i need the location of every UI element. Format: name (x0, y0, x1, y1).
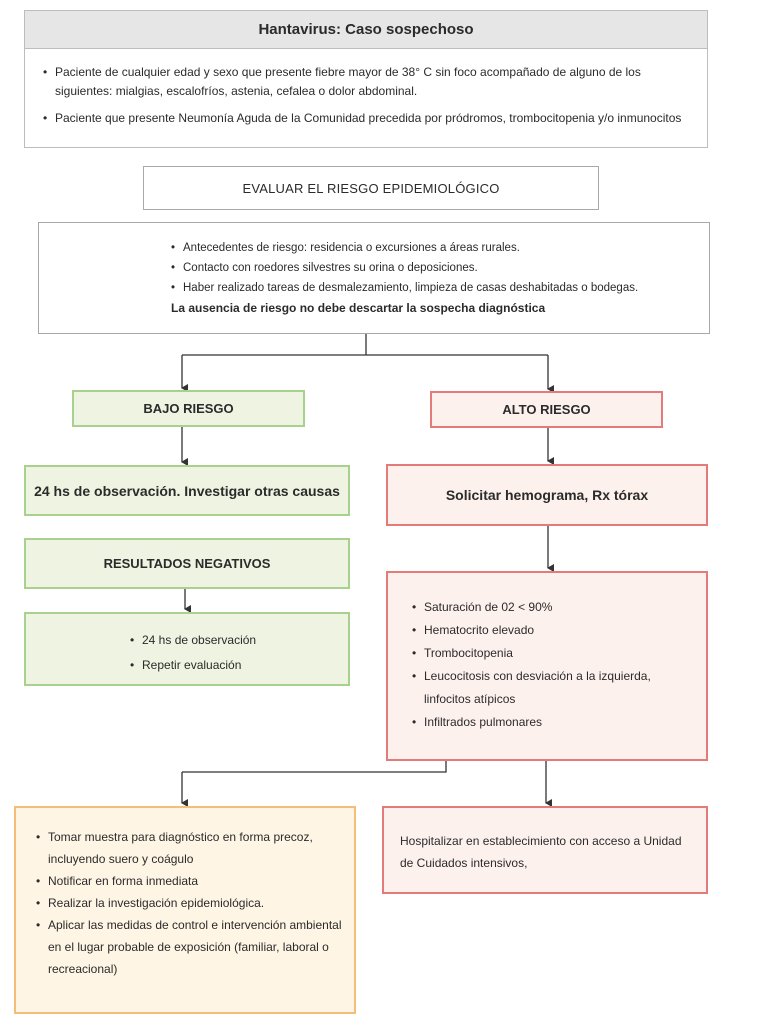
negative-results-box: RESULTADOS NEGATIVOS (24, 538, 350, 589)
list-item: • Trombocitopenia (412, 642, 696, 665)
low-risk-followup-box (24, 612, 350, 686)
list-item: • Haber realizado tareas de desmalezamiento, limpieza de casas deshabitadas o bodegas. (171, 278, 709, 298)
list-item: • Hematocrito elevado (412, 619, 696, 642)
suspected-case-box (24, 10, 708, 148)
hemogram-box: Solicitar hemograma, Rx tórax (386, 464, 708, 526)
list-item: • Repetir evaluación (130, 653, 348, 678)
evaluate-risk-box: EVALUAR EL RIESGO EPIDEMIOLÓGICO (143, 166, 599, 210)
low-risk-followup-list (130, 628, 348, 678)
observation-box: 24 hs de observación. Investigar otras causas (24, 465, 350, 516)
suspected-case-criteria (25, 49, 707, 128)
low-risk-box: BAJO RIESGO (72, 390, 305, 427)
list-item: • Contacto con roedores silvestres su orina o deposiciones. (171, 258, 709, 278)
list-item: • Aplicar las medidas de control e intervención ambiental en el lugar probable de exposición (familiar, laboral o recreacional) (36, 914, 344, 980)
list-item: • Saturación de 02 < 90% (412, 596, 696, 619)
suspected-case-title: Hantavirus: Caso sospechoso (25, 11, 707, 49)
risk-factors-box (38, 222, 710, 334)
list-item: • Antecedentes de riesgo: residencia o excursiones a áreas rurales. (171, 238, 709, 258)
hospitalize-box: Hospitalizar en establecimiento con acceso a Unidad de Cuidados intensivos, (382, 806, 708, 894)
list-item: • Paciente de cualquier edad y sexo que presente fiebre mayor de 38° C sin foco acompañado de alguno de los siguientes: mialgias, escalofríos, astenia, cefalea o dolor abdominal. (43, 63, 693, 101)
high-risk-criteria-box (386, 571, 708, 761)
list-item: • 24 hs de observación (130, 628, 348, 653)
connector-risk-split (182, 334, 548, 355)
connector-criteria-split (182, 761, 446, 772)
risk-note: La ausencia de riesgo no debe descartar la sospecha diagnóstica (171, 301, 546, 315)
list-item: • Paciente que presente Neumonía Aguda de la Comunidad precedida por pródromos, trombocitopenia y/o inmunocitos (43, 109, 693, 128)
high-risk-box: ALTO RIESGO (430, 391, 663, 428)
risk-factors-list (171, 238, 709, 298)
list-item: • Notificar en forma inmediata (36, 870, 344, 892)
list-item: • Realizar la investigación epidemiológica. (36, 892, 344, 914)
list-item: • Infiltrados pulmonares (412, 711, 696, 734)
actions-list (36, 826, 344, 980)
list-item: • Leucocitosis con desviación a la izquierda, linfocitos atípicos (412, 665, 696, 711)
high-risk-criteria-list (412, 596, 696, 734)
actions-box (14, 806, 356, 1014)
list-item: • Tomar muestra para diagnóstico en forma precoz, incluyendo suero y coágulo (36, 826, 344, 870)
